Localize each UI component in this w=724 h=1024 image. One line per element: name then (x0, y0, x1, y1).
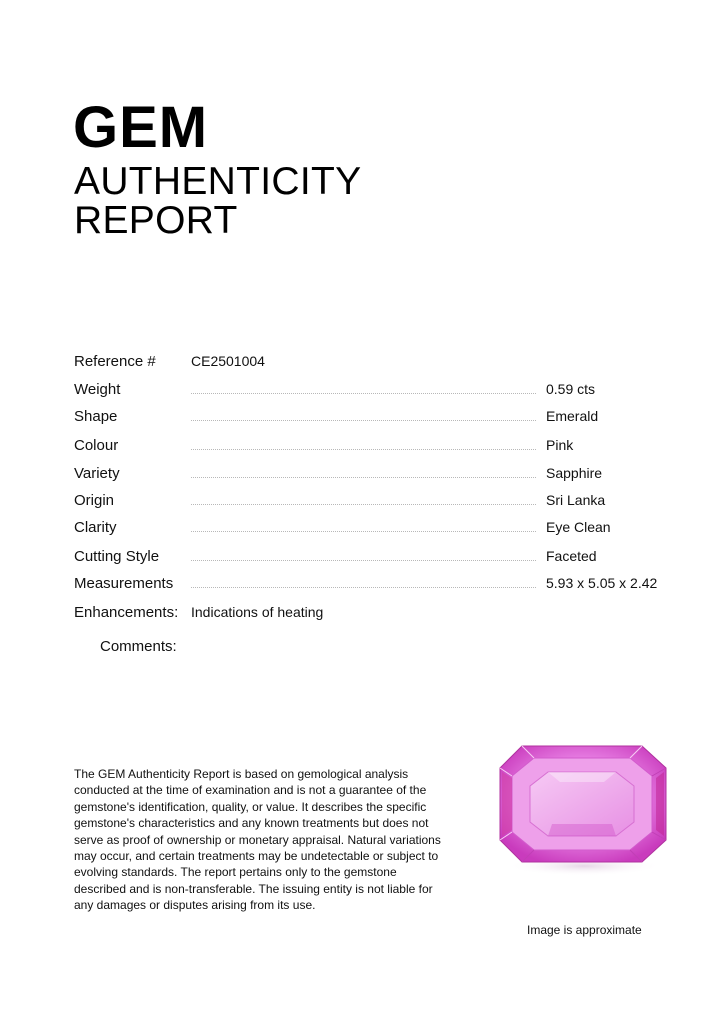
dotted-leader (191, 420, 536, 421)
detail-value: Sri Lanka (546, 492, 606, 508)
detail-label: Measurements (74, 575, 174, 592)
comments-label: Comments: (100, 638, 177, 655)
detail-label: Variety (74, 465, 120, 482)
detail-label: Cutting Style (74, 548, 160, 565)
detail-value: 5.93 x 5.05 x 2.42 (546, 575, 658, 591)
disclaimer-text: The GEM Authenticity Report is based on gemological analysis conducted at the time of examination and is not a guarantee of the gemstone's identification, quality, or value. It describes the specific gemstone's characteristics and any known treatments but does not serve as proof of ownership or monetary appraisal. Natural variations may occur, and certain treatments may be undetectable or subject to evolving standards. The report pertains only to the gemstone described and is non-transferable. The issuing entity is not liable for any damages or disputes arising from its use. (74, 767, 441, 913)
gemstone-illustration (492, 738, 672, 878)
detail-row-clarity (74, 519, 674, 541)
dotted-leader (191, 477, 536, 478)
pink-gemstone-icon (492, 738, 672, 878)
detail-row-weight (74, 381, 674, 403)
detail-row-colour (74, 437, 674, 459)
detail-label: Shape (74, 408, 118, 425)
report-title-line-2: REPORT (74, 199, 238, 242)
detail-row-shape (74, 408, 674, 430)
reference-row (74, 353, 674, 375)
detail-row-measurements (74, 575, 674, 597)
detail-label: Weight (74, 381, 121, 398)
detail-row-cutting-style (74, 548, 674, 570)
detail-row-origin (74, 492, 674, 514)
dotted-leader (191, 393, 536, 394)
reference-value: CE2501004 (191, 353, 265, 369)
dotted-leader (191, 560, 536, 561)
detail-value: Faceted (546, 548, 597, 564)
reference-label: Reference # (74, 353, 156, 370)
detail-label: Clarity (74, 519, 117, 536)
image-caption: Image is approximate (527, 923, 642, 937)
detail-value: 0.59 cts (546, 381, 596, 397)
detail-row-variety (74, 465, 674, 487)
dotted-leader (191, 449, 536, 450)
detail-label: Origin (74, 492, 115, 509)
detail-label: Colour (74, 437, 119, 454)
detail-value: Sapphire (546, 465, 603, 481)
brand-title: GEM (73, 95, 209, 160)
detail-value: Eye Clean (546, 519, 611, 535)
dotted-leader (191, 504, 536, 505)
enhancements-row (74, 604, 674, 626)
dotted-leader (191, 531, 536, 532)
dotted-leader (191, 587, 536, 588)
enhancements-value: Indications of heating (191, 604, 324, 620)
detail-value: Pink (546, 437, 574, 453)
detail-value: Emerald (546, 408, 599, 424)
enhancements-label: Enhancements: (74, 604, 179, 621)
report-title-line-1: AUTHENTICITY (74, 160, 362, 203)
